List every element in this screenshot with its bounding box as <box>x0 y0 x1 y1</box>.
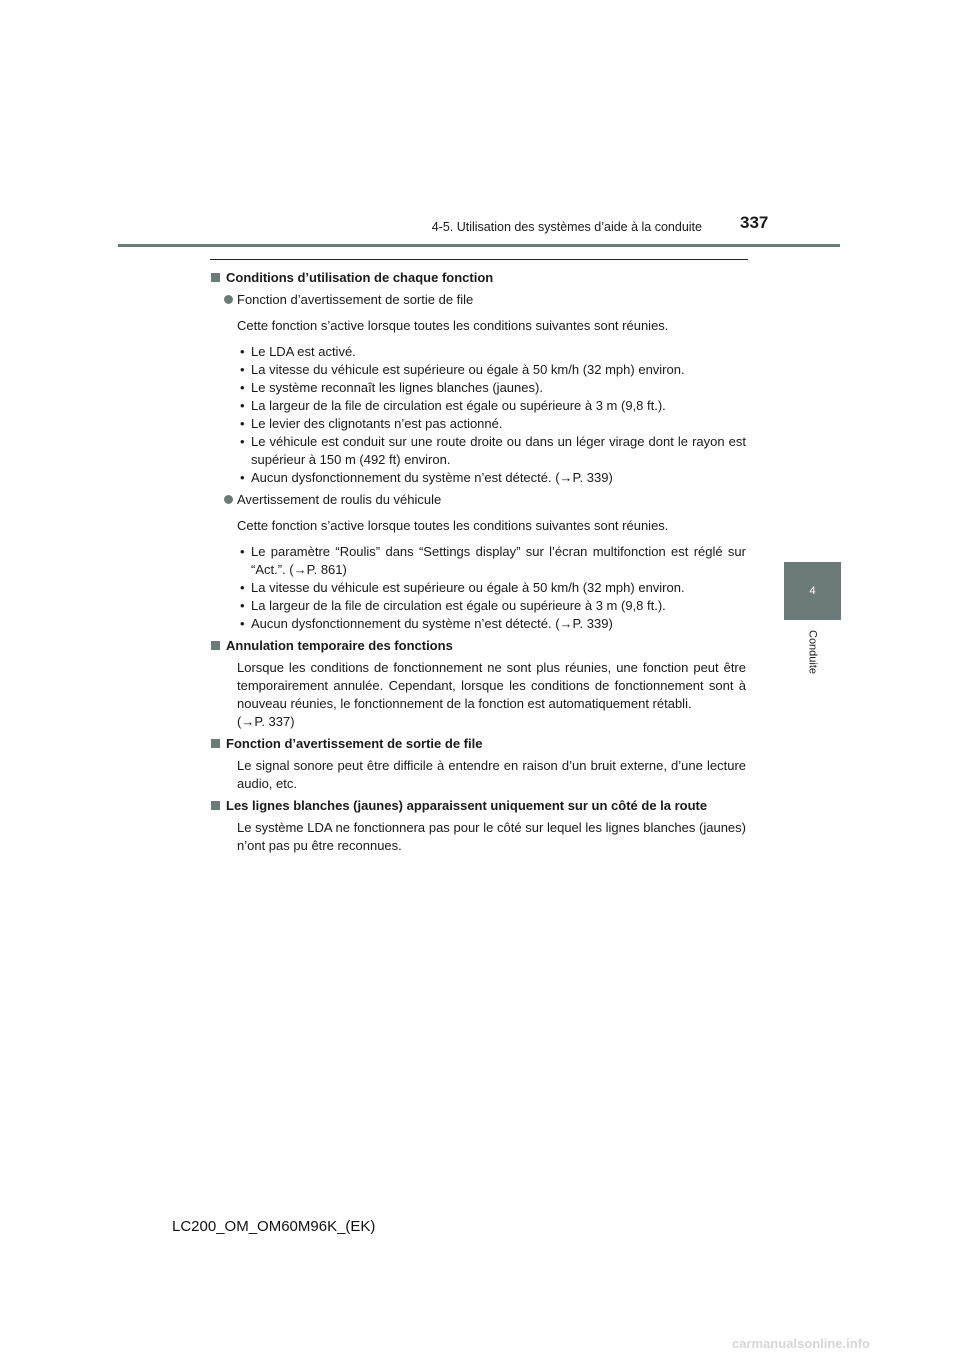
section-heading <box>210 797 746 815</box>
square-bullet-icon <box>211 641 220 650</box>
subsection-heading-text: Avertissement de roulis du véhicule <box>237 492 442 507</box>
list-item: • Le véhicule est conduit sur une route droite ou dans un léger virage dont le rayon est supérieur à 150 m (492 ft) environ. <box>237 433 746 469</box>
circle-bullet-icon <box>224 295 233 304</box>
document-code: LC200_OM_OM60M96K_(EK) <box>172 1218 376 1235</box>
chapter-tab-label <box>784 622 841 702</box>
chapter-tab-label-text: Conduite <box>806 630 819 675</box>
paragraph: Cette fonction s’active lorsque toutes les conditions suivantes sont réunies. <box>237 318 669 333</box>
list-item: • Aucun dysfonctionnement du système n’est détecté. (→P. 339) <box>237 615 746 633</box>
page-number: 337 <box>740 213 769 232</box>
square-bullet-icon <box>211 801 220 810</box>
section-heading-text: Fonction d’avertissement de sortie de file <box>226 736 483 751</box>
condition-list <box>237 543 746 633</box>
list-item: • Le paramètre “Roulis” dans “Settings display” sur l’écran multifonction est réglé sur “Act.”. (→P. 861) <box>237 543 746 579</box>
header-divider <box>118 244 840 247</box>
section-heading <box>210 637 746 655</box>
paragraph: Lorsque les conditions de fonctionnement ne sont plus réunies, une fonction peut être temporairement annulée. Cependant, lorsque les conditions de fonctionnement sont à nouveau réunies, le fonctionnement de la fonction est automatiquement rétabli. <box>237 660 746 711</box>
watermark: carmanualsonline.info <box>732 1336 870 1351</box>
list-item: • La largeur de la file de circulation est égale ou supérieure à 3 m (9,8 ft.). <box>237 397 746 415</box>
content-divider <box>210 259 748 260</box>
section-heading-text: Conditions d’utilisation de chaque fonction <box>226 270 494 285</box>
chapter-tab-number: 4 <box>809 585 816 597</box>
chapter-heading: 4-5. Utilisation des systèmes d’aide à la conduite <box>431 220 702 234</box>
page-reference: (→P. 337) <box>237 714 295 729</box>
list-item: • Le LDA est activé. <box>237 343 746 361</box>
section-heading-text: Annulation temporaire des fonctions <box>226 638 453 653</box>
list-item: • La vitesse du véhicule est supérieure ou égale à 50 km/h (32 mph) environ. <box>237 361 746 379</box>
page-content <box>210 269 746 859</box>
circle-bullet-icon <box>224 495 233 504</box>
square-bullet-icon <box>211 739 220 748</box>
list-item: • Aucun dysfonctionnement du système n’est détecté. (→P. 339) <box>237 469 746 487</box>
chapter-tab[interactable] <box>784 562 841 620</box>
condition-list <box>237 343 746 487</box>
subsection-heading <box>224 291 746 309</box>
subsection-heading <box>224 491 746 509</box>
list-item: • Le système reconnaît les lignes blanches (jaunes). <box>237 379 746 397</box>
list-item: • La largeur de la file de circulation est égale ou supérieure à 3 m (9,8 ft.). <box>237 597 746 615</box>
section-heading <box>210 269 746 287</box>
paragraph: Cette fonction s’active lorsque toutes les conditions suivantes sont réunies. <box>237 518 669 533</box>
paragraph: Le signal sonore peut être difficile à entendre en raison d’un bruit externe, d’une lecture audio, etc. <box>237 758 746 791</box>
list-item: • Le levier des clignotants n’est pas actionné. <box>237 415 746 433</box>
subsection-heading-text: Fonction d’avertissement de sortie de file <box>237 292 474 307</box>
section-heading <box>210 735 746 753</box>
list-item: • La vitesse du véhicule est supérieure ou égale à 50 km/h (32 mph) environ. <box>237 579 746 597</box>
paragraph: Le système LDA ne fonctionnera pas pour le côté sur lequel les lignes blanches (jaunes) n’ont pas pu être reconnues. <box>237 820 746 853</box>
square-bullet-icon <box>211 273 220 282</box>
section-heading-text: Les lignes blanches (jaunes) apparaissent uniquement sur un côté de la route <box>226 798 708 813</box>
